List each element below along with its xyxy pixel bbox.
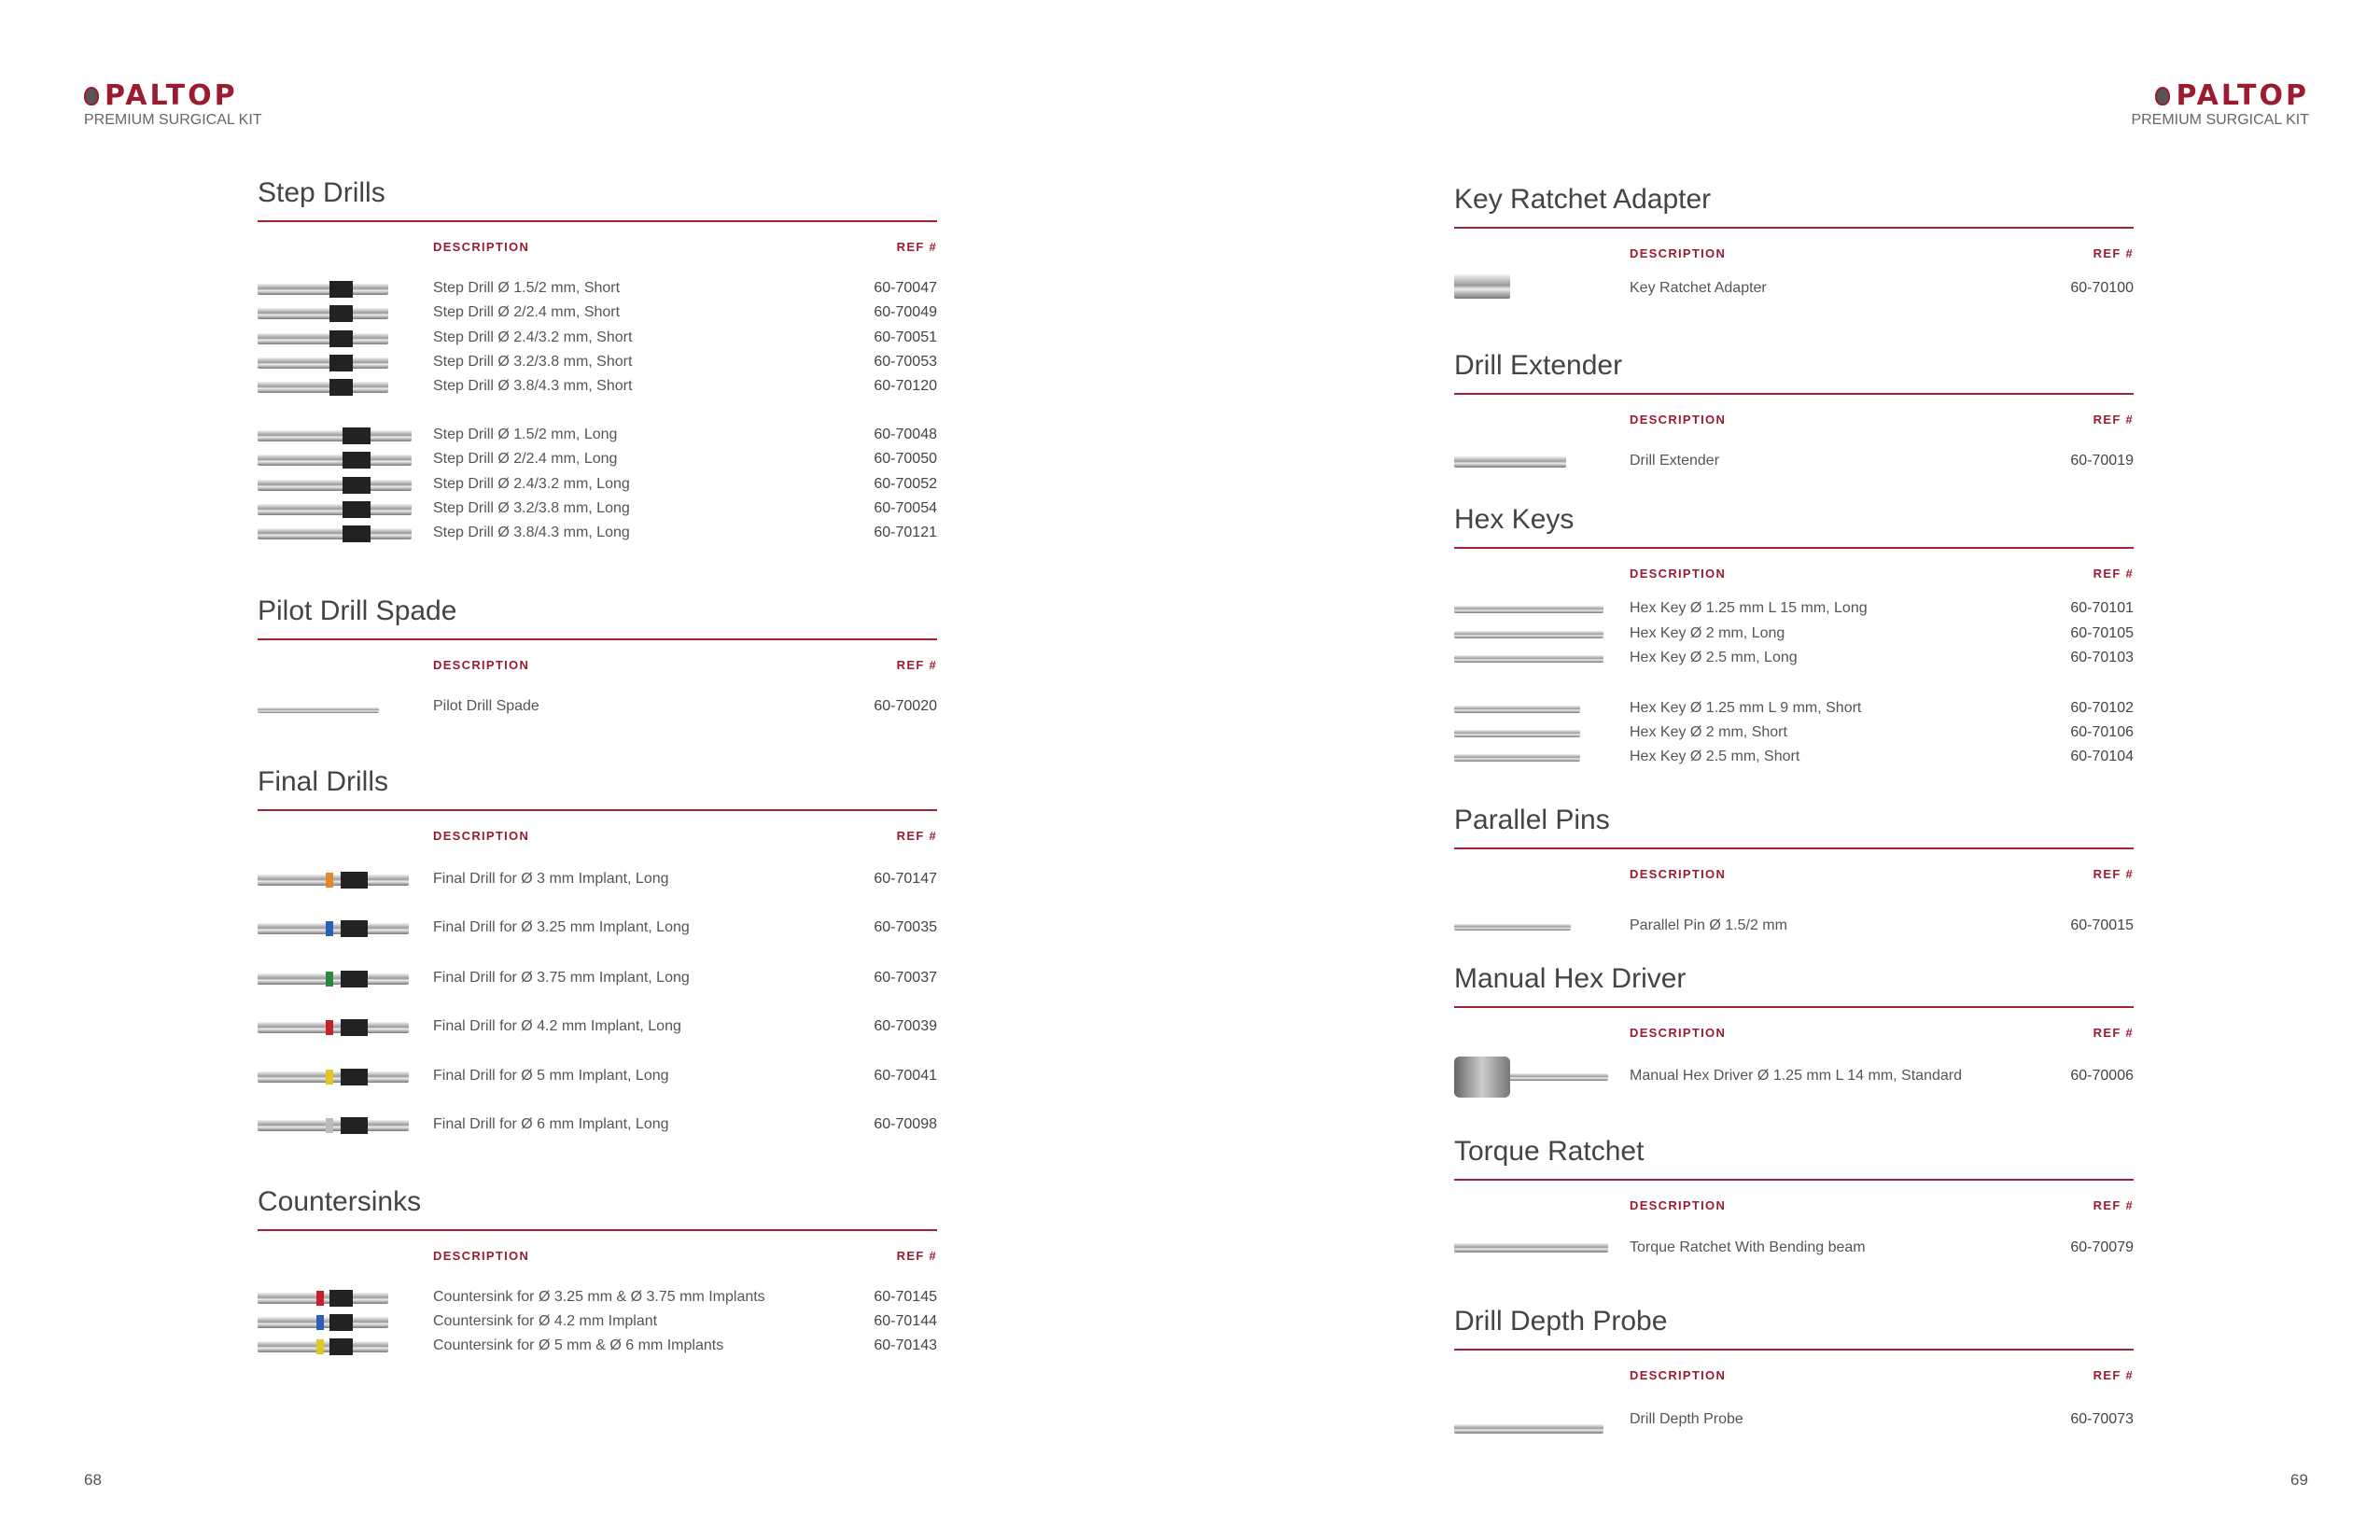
counter-image [258,1341,388,1352]
hex-image [1454,655,1603,663]
product-ref: 60-70100 [2070,280,2134,296]
product-row [1454,749,2134,773]
product-ref: 60-70106 [2070,724,2134,740]
product-row [1454,1411,2134,1435]
product-row [258,451,937,475]
section-title: Drill Extender [1454,350,1623,381]
product-description: Drill Depth Probe [1630,1411,1743,1427]
spade-image [258,707,379,713]
product-ref: 60-70079 [2070,1239,2134,1255]
drill-image [258,382,388,393]
description-header: DESCRIPTION [1630,413,1727,427]
product-description: Step Drill Ø 3.2/3.8 mm, Short [433,354,633,370]
adapter-image [1454,274,1510,299]
product-row [1454,917,2134,942]
product-ref: 60-70102 [2070,700,2134,716]
dark-band [329,1338,353,1355]
brand-subtitle-left: PREMIUM SURGICAL KIT [84,112,262,128]
ref-header: REF # [2093,1198,2134,1212]
dark-band [341,971,368,987]
product-ref: 60-70105 [2070,625,2134,641]
dark-band [341,1117,368,1134]
ref-header: REF # [896,829,937,843]
section-title: Key Ratchet Adapter [1454,184,1712,215]
product-row [1454,1068,2134,1092]
dark-band [341,1019,368,1036]
product-row [258,476,937,500]
ref-header: REF # [2093,1026,2134,1040]
product-row [258,500,937,525]
product-row [1454,650,2134,674]
product-description: Hex Key Ø 2 mm, Short [1630,724,1787,740]
product-description: Step Drill Ø 3.8/4.3 mm, Long [433,525,630,540]
dark-band [341,872,368,889]
dark-band [329,330,353,347]
product-ref: 60-70052 [874,476,937,492]
section-divider [258,220,937,222]
color-band [326,873,333,888]
ref-header: REF # [896,240,937,254]
final-image [258,1071,409,1083]
section-divider [1454,1006,2134,1008]
color-band [326,972,333,987]
product-ref: 60-70015 [2070,917,2134,933]
dark-band [343,452,371,469]
product-ref: 60-70039 [874,1018,937,1034]
counter-image [258,1293,388,1304]
description-header: DESCRIPTION [1630,246,1727,260]
product-description: Hex Key Ø 1.25 mm L 15 mm, Long [1630,600,1868,616]
product-row [258,919,937,944]
dark-band [329,281,353,298]
section-title: Drill Depth Probe [1454,1306,1668,1337]
final-image [258,923,409,934]
product-ref: 60-70144 [874,1313,937,1329]
section-divider [1454,547,2134,549]
section-divider [258,1229,937,1231]
product-description: Final Drill for Ø 4.2 mm Implant, Long [433,1018,681,1034]
product-description: Hex Key Ø 2.5 mm, Long [1630,650,1798,665]
logo-mark-icon [84,87,99,105]
dark-band [329,1314,353,1331]
counter-image [258,1317,388,1328]
product-row [258,1018,937,1043]
product-description: Parallel Pin Ø 1.5/2 mm [1630,917,1787,933]
ref-header: REF # [2093,246,2134,260]
product-ref: 60-70103 [2070,650,2134,665]
ref-header: REF # [2093,567,2134,581]
logo-mark-icon [2155,87,2170,105]
dark-band [343,501,371,518]
section-title: Final Drills [258,766,389,797]
brand-logo-right [2155,79,2309,112]
product-ref: 60-70101 [2070,600,2134,616]
drill-image [258,480,412,491]
product-description: Key Ratchet Adapter [1630,280,1767,296]
product-row [258,871,937,895]
product-row [258,427,937,451]
product-description: Drill Extender [1630,453,1720,469]
product-description: Step Drill Ø 1.5/2 mm, Long [433,427,618,442]
section-title: Hex Keys [1454,504,1575,535]
drill-image [258,430,412,441]
product-row [258,1289,937,1313]
product-ref: 60-70120 [874,378,937,394]
description-header: DESCRIPTION [1630,1198,1727,1212]
product-row [1454,1239,2134,1264]
dark-band [329,1290,353,1307]
product-ref: 60-70035 [874,919,937,935]
product-description: Step Drill Ø 1.5/2 mm, Short [433,280,621,296]
section-title: Step Drills [258,177,385,208]
product-ref: 60-70053 [874,354,937,370]
product-row [258,280,937,304]
product-row [1454,280,2134,304]
product-description: Countersink for Ø 5 mm & Ø 6 mm Implants [433,1337,724,1353]
product-description: Step Drill Ø 2.4/3.2 mm, Short [433,329,633,345]
color-band [316,1291,324,1306]
product-description: Step Drill Ø 3.2/3.8 mm, Long [433,500,630,516]
product-row [1454,700,2134,724]
product-ref: 60-70019 [2070,453,2134,469]
product-description: Pilot Drill Spade [433,698,539,714]
dark-band [329,305,353,322]
final-image [258,875,409,886]
section-divider [1454,1349,2134,1351]
section-divider [1454,227,2134,229]
drill-image [258,284,388,295]
product-description: Step Drill Ø 3.8/4.3 mm, Short [433,378,633,394]
ref-header: REF # [2093,1368,2134,1382]
product-description: Step Drill Ø 2/2.4 mm, Long [433,451,618,467]
product-description: Final Drill for Ø 5 mm Implant, Long [433,1068,669,1084]
product-row [258,525,937,549]
drill-image [258,455,412,466]
product-ref: 60-70047 [874,280,937,296]
product-description: Torque Ratchet With Bending beam [1630,1239,1866,1255]
section-divider [1454,393,2134,395]
handle [1454,1057,1510,1098]
product-row [258,1337,937,1362]
product-description: Final Drill for Ø 6 mm Implant, Long [433,1116,669,1132]
driver-image [1454,1073,1608,1081]
hex-image [1454,754,1580,762]
drill-image [258,308,388,319]
product-ref: 60-70143 [874,1337,937,1353]
ref-header: REF # [896,658,937,672]
drill-image [258,357,388,369]
dark-band [343,427,371,444]
product-row [1454,453,2134,477]
product-ref: 60-70041 [874,1068,937,1084]
section-title: Manual Hex Driver [1454,963,1687,994]
ref-header: REF # [2093,413,2134,427]
drill-image [258,528,412,539]
product-ref: 60-70037 [874,970,937,986]
product-row [258,1068,937,1092]
product-row [1454,600,2134,624]
page-number-left: 68 [84,1471,102,1489]
drill-image [258,333,388,344]
description-header: DESCRIPTION [433,1249,530,1263]
hex-image [1454,606,1603,613]
section-title: Parallel Pins [1454,805,1610,835]
description-header: DESCRIPTION [1630,1026,1727,1040]
color-band [326,1070,333,1085]
section-divider [1454,847,2134,849]
product-row [258,1116,937,1141]
hex-image [1454,631,1603,638]
color-band [316,1315,324,1330]
product-ref: 60-70073 [2070,1411,2134,1427]
product-row [258,378,937,402]
pin-image [1454,924,1571,931]
product-ref: 60-70050 [874,451,937,467]
product-description: Hex Key Ø 2.5 mm, Short [1630,749,1800,764]
color-band [326,1118,333,1133]
product-row [258,329,937,354]
product-description: Step Drill Ø 2/2.4 mm, Short [433,304,621,320]
hex-image [1454,730,1580,737]
section-divider [1454,1179,2134,1181]
section-title: Pilot Drill Spade [258,595,457,626]
color-band [326,1020,333,1035]
ratchet-image [1454,1243,1608,1253]
product-ref: 60-70104 [2070,749,2134,764]
product-ref: 60-70006 [2070,1068,2134,1084]
product-ref: 60-70051 [874,329,937,345]
product-ref: 60-70098 [874,1116,937,1132]
hex-image [1454,706,1580,713]
page-number-right: 69 [2290,1471,2308,1489]
color-band [316,1339,324,1354]
brand-logo-left [84,79,238,112]
section-divider [258,809,937,811]
product-ref: 60-70054 [874,500,937,516]
product-ref: 60-70147 [874,871,937,887]
product-description: Final Drill for Ø 3.25 mm Implant, Long [433,919,690,935]
description-header: DESCRIPTION [433,829,530,843]
description-header: DESCRIPTION [1630,867,1727,881]
product-row [1454,724,2134,749]
product-ref: 60-70048 [874,427,937,442]
brand-name: PALTOP [105,79,238,112]
description-header: DESCRIPTION [433,658,530,672]
product-description: Manual Hex Driver Ø 1.25 mm L 14 mm, Standard [1630,1068,1962,1084]
product-row [258,698,937,722]
product-ref: 60-70121 [874,525,937,540]
section-title: Countersinks [258,1186,422,1217]
product-description: Hex Key Ø 1.25 mm L 9 mm, Short [1630,700,1862,716]
product-row [258,304,937,329]
product-row [258,354,937,378]
dark-band [343,477,371,494]
section-title: Torque Ratchet [1454,1136,1645,1167]
product-description: Countersink for Ø 3.25 mm & Ø 3.75 mm Implants [433,1289,765,1305]
drill-image [258,504,412,515]
product-description: Step Drill Ø 2.4/3.2 mm, Long [433,476,630,492]
section-divider [258,638,937,640]
ref-header: REF # [2093,867,2134,881]
brand-subtitle-right: PREMIUM SURGICAL KIT [2131,112,2309,128]
product-description: Countersink for Ø 4.2 mm Implant [433,1313,658,1329]
dark-band [341,1069,368,1085]
color-band [326,921,333,936]
product-description: Final Drill for Ø 3.75 mm Implant, Long [433,970,690,986]
product-ref: 60-70020 [874,698,937,714]
product-row [258,1313,937,1337]
final-image [258,973,409,985]
ref-header: REF # [896,1249,937,1263]
product-ref: 60-70049 [874,304,937,320]
product-row [258,970,937,994]
product-ref: 60-70145 [874,1289,937,1305]
probe-image [1454,1424,1603,1434]
dark-band [329,355,353,371]
dark-band [341,920,368,937]
product-description: Hex Key Ø 2 mm, Long [1630,625,1785,641]
final-image [258,1120,409,1131]
dark-band [329,379,353,396]
brand-name: PALTOP [2176,79,2309,112]
description-header: DESCRIPTION [433,240,530,254]
product-row [1454,625,2134,650]
extender-image [1454,456,1566,468]
dark-band [343,525,371,542]
description-header: DESCRIPTION [1630,567,1727,581]
description-header: DESCRIPTION [1630,1368,1727,1382]
final-image [258,1022,409,1033]
product-description: Final Drill for Ø 3 mm Implant, Long [433,871,669,887]
